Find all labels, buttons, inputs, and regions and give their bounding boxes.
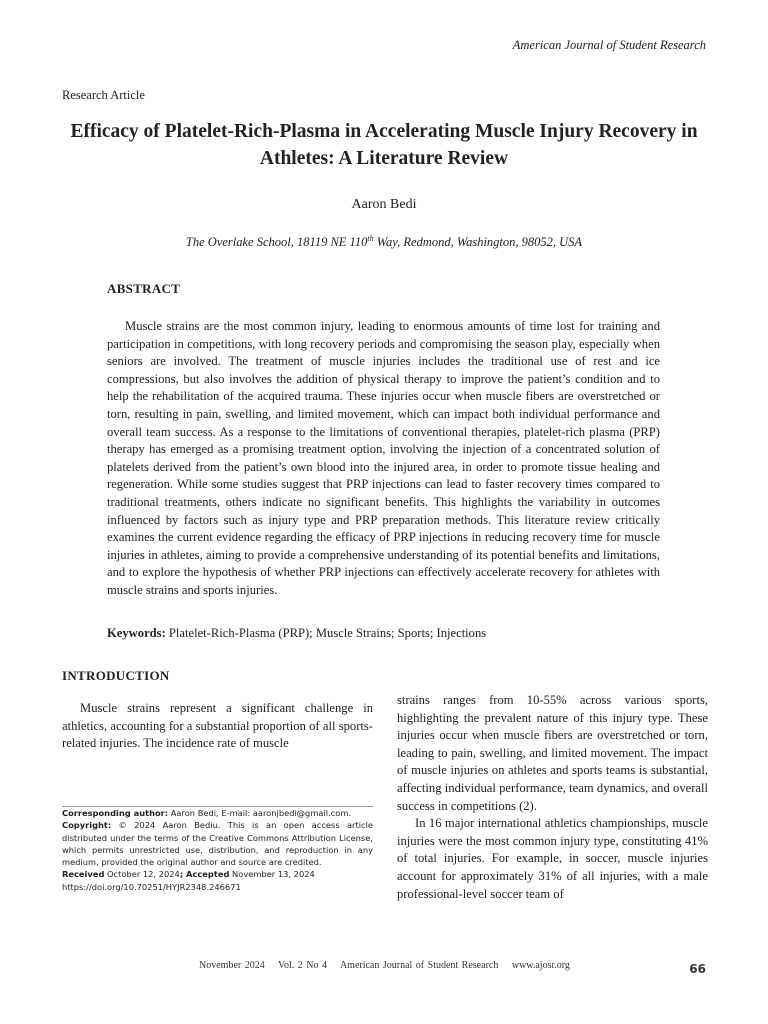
accepted-text: November 13, 2024 [229,869,315,880]
page-footer [199,960,580,971]
introduction-heading: INTRODUCTION [62,668,170,683]
accepted-label: ; Accepted [179,869,230,880]
affiliation-post: Way, Redmond, Washington, 98052, USA [373,235,583,250]
footer-url[interactable]: www.ajosr.org [511,960,570,971]
received-text: October 12, 2024 [104,869,180,880]
footer-journal: American Journal of Student Research [339,960,499,971]
corresponding-author [62,807,373,819]
keywords-label: Keywords: [107,626,166,640]
dates [62,868,373,880]
doi-link[interactable]: https://doi.org/10.70251/HYJR2348.246671 [62,881,241,892]
corr-label: Corresponding author: [62,808,169,818]
keywords [107,626,486,641]
page-number: 66 [689,962,706,976]
journal-header: American Journal of Student Research [512,38,706,52]
copy-label: Copyright: [62,820,112,831]
abstract-text: Muscle strains are the most common injury, leading to enormous amounts of time lost for training and participation in competitions, with long recovery periods and compromising the season play, especially when seniors are involved. The treatment of muscle injuries includes the traditional use of rest and ice compressions, but also involves the addition of physical therapy to improve the patient’s condition and to help the rehabilitation of the acquired trauma. These injuries occur when muscle fibers are overstretched or torn, resulting in pain, swelling, and limited movement, which can impact both individual performance and overall team success. As a response to the limitations of conventional therapies, platelet-rich plasma (PRP) therapy has emerged as a promising treatment option, involving the injection of a concentrated solution of platelets derived from the patient’s own blood into the injured area, in order to promote tissue healing and regeneration. While some studies suggest that PRP injections can lead to faster recovery times compared to traditional treatments, others indicate no significant benefits. This highlights the variability in outcomes influenced by factors such as injury type and PRP preparation methods. This literature review critically examines the current evidence regarding the efficacy of PRP injections in reducing recovery time for muscle injuries in athletes, aiming to provide a comprehensive understanding of its potential benefits and limitations, and to explore the hypothesis of whether PRP injections can effectively accelerate recovery for athletes with muscle strains and sports injuries. [107,319,660,597]
copyright [62,819,373,868]
abstract-heading: ABSTRACT [107,281,181,296]
article-type: Research Article [62,88,145,102]
keywords-text: Platelet-Rich-Plasma (PRP); Muscle Strains; Sports; Injections [165,626,487,640]
author-name: Aaron Bedi [351,197,417,212]
affiliation-pre: The Overlake School, 18119 NE 110 [185,235,368,250]
affiliation-sup: th [367,234,374,243]
footer-volume: Vol. 2 No 4 [278,960,327,971]
copy-text: © 2024 Aaron Bediu. This is an open access article distributed under the terms of the Creative Commons Attribution License, which permits unrestricted use, distribution, and reproduction in any medium, provided the original author and source are credited. [62,820,373,868]
intro-right-paragraph-1: strains ranges from 10-55% across various sports, highlighting the prevalent nature of this injury type. These injuries occur when muscle fibers are overstretched or torn, leading to pain, swelling, and limited movement. The impact of muscle injuries on athletes and sports teams is substantial, affecting individual performance, team dynamics, and overall success in competitions (2). [397,693,708,813]
intro-right-paragraph-2: In 16 major international athletics championships, muscle injuries were the most common injury type, constituting 41% of total injuries. For example, in soccer, muscle injuries account for approximately 31% of all injuries, with a male professional-level soccer team of [397,816,708,901]
received-label: Received [62,869,105,880]
footer-date: November 2024 [199,960,265,971]
intro-left-column: Muscle strains represent a significant challenge in athletics, accounting for a substantial proportion of all sports-related injuries. The incidence rate of muscle [62,701,373,751]
corr-text: Aaron Bedi, E-mail: aaronjbedi@gmail.com. [168,808,352,818]
article-title: Efficacy of Platelet-Rich-Plasma in Accelerating Muscle Injury Recovery in Athletes: A Literature Review [70,121,698,169]
affiliation [0,234,768,250]
footnote [62,806,373,893]
intro-right-column [397,692,708,903]
